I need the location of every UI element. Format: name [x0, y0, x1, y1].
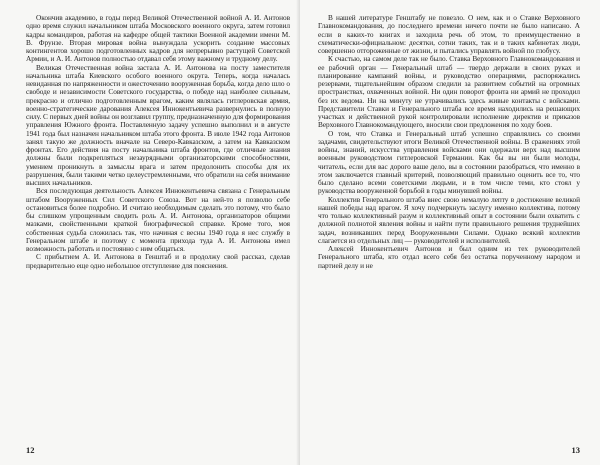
right-page-text [318, 14, 580, 270]
left-page-text [26, 14, 290, 270]
paragraph: С прибытием А. И. Антонова в Генштаб и в продолжу свой рассказ, сделав предварительно еще одно небольшое отступление для пояснения. [26, 252, 290, 270]
paragraph: Алексей Иннокентьевич Антонов и был одним из тех руководителей Генерального штаба, кто отдал всего себя без остатка порученному народом и партией делу и не [318, 244, 580, 270]
paragraph: О том, что Ставка и Генеральный штаб успешно справлялись со своими задачами, свидетельствуют итоги Великой Отечественной войны. В сражениях этой войны, знаний, искусства управления войсками они одержали верх над высшим военным руководством гитлеровской Германии. Как бы вы ни были молоды, читатель, если для вас дорого ваше дело, вы в состоянии разобраться, что именно в этом заключается главный критерий, позволяющий правильно оценить все то, что было сделано всеми советскими людьми, и в том числе теми, кто стоял у руководства вооруженной борьбой в годы минувшей войны. [318, 128, 580, 196]
page-number: 13 [571, 445, 580, 455]
page-number: 12 [26, 445, 35, 455]
paragraph: В нашей литературе Генштабу не повезло. О нем, как и о Ставке Верховного Главнокомандования, до последнего времени ничего почти не было написано. А если в каких-то книгах и заходила речь об этом, то преимущественно в схематически-официальном: десятки, сотни таких, так и в таких кабинетах люди, совершенно отгороженные от жизни, и пытались управлять войной по глобусу. [318, 13, 580, 55]
paragraph: К счастью, на самом деле так не было. Ставка Верховного Главнокомандования и ее рабочий орган — Генеральный штаб — твердо держали в своих руках и планирование кампаний войны, и руководство операциями, распоряжались резервами, тщательнейшим образом следили за развитием событий на огромных пространствах, охваченных войной. Ни один поворот фронта ни армий не проходил без их ведома. Ни на минуту не утрачивались здесь живые контакты с войсками. Представители Ставки и Генерального штаба все время находились на решающих участках и действенной рукой контролировали исполнение директив и приказов Верховного Главнокомандующего, вносили свои предложения по ходу боев. [318, 54, 580, 130]
paragraph: Окончив академию, в годы перед Великой Отечественной войной А. И. Антонов одно время служил начальником штаба Московского военного округа, затем готовил кадры командиров, работая на кафедре общей тактики Военной академии имени М. В. Фрунзе. Вторая мировая война вынуждала ускорить создание массовых контингентов хорошо подготовленных кадров для непрерывно растущей Советской Армии, и А. И. Антонов полностью отдавал себя этому важному и трудному делу. [26, 13, 290, 64]
paragraph: Вся последующая деятельность Алексея Иннокентьевича связана с Генеральным штабом Вооруженных Сил Советского Союза. Вот на ней-то я позволю себе остановиться более подробно. И считаю необходимым сделать это потому, что было бы слишком упрощенным сводить роль А. И. Антонова, организаторов общими мазками, свойственными краткой биографической справке. Кроме того, моя собственная судьба сложилась так, что начиная с весны 1940 года я нес службу в Генеральном штабе и поэтому с момента прихода туда А. И. Антонова имел возможность работать и постоянно с ним общаться. [26, 186, 290, 253]
right-page [300, 0, 600, 465]
paragraph: Коллектив Генерального штаба внес свою немалую лепту в достижение великой нашей победы над врагом. Я хочу подчеркнуть заслугу именно коллектива, потому что только коллективный разум и коллективный опыт в состоянии были охватить с должной полнотой явления войны и найти пути правильного решения труднейших задач, возникавших перед Вооруженными Силами. Однако всякий коллектив слагается из отдельных лиц — руководителей и исполнителей. [318, 194, 580, 245]
paragraph: Великая Отечественная война застала А. И. Антонова на посту заместителя начальника штаба Киевского особого военного округа. Теперь, когда началась невиданная по напряженности и ожесточению вооруженная борьба, когда дело шло о свободе и независимости Советского государства, о победе над наиболее сильным, прекрасно и отлично подготовленным врагом, каким являлась гитлеровская армия, военно-стратегические дарования Алексея Иннокентьевича развернулись в полную силу. С первых дней войны он возглавил группу, предназначенную для формирования управления Южного фронта. Поставленную задачу успешно выполнил и в августе 1941 года был назначен начальником штаба этого фронта. В июле 1942 года Антонов занял такую же должность вначале на Северо-Кавказском, а затем на Кавказском фронтах. Его действия на посту начальника штаба фронтов, где отличные знания должны были подкрепляться незаурядными организаторскими способностями, умением проникнуть в замыслы врага и затем предолонить способы для их разрушения, были такими четко целеустремленными, что обратили на себя внимание высших начальников. [26, 62, 291, 187]
